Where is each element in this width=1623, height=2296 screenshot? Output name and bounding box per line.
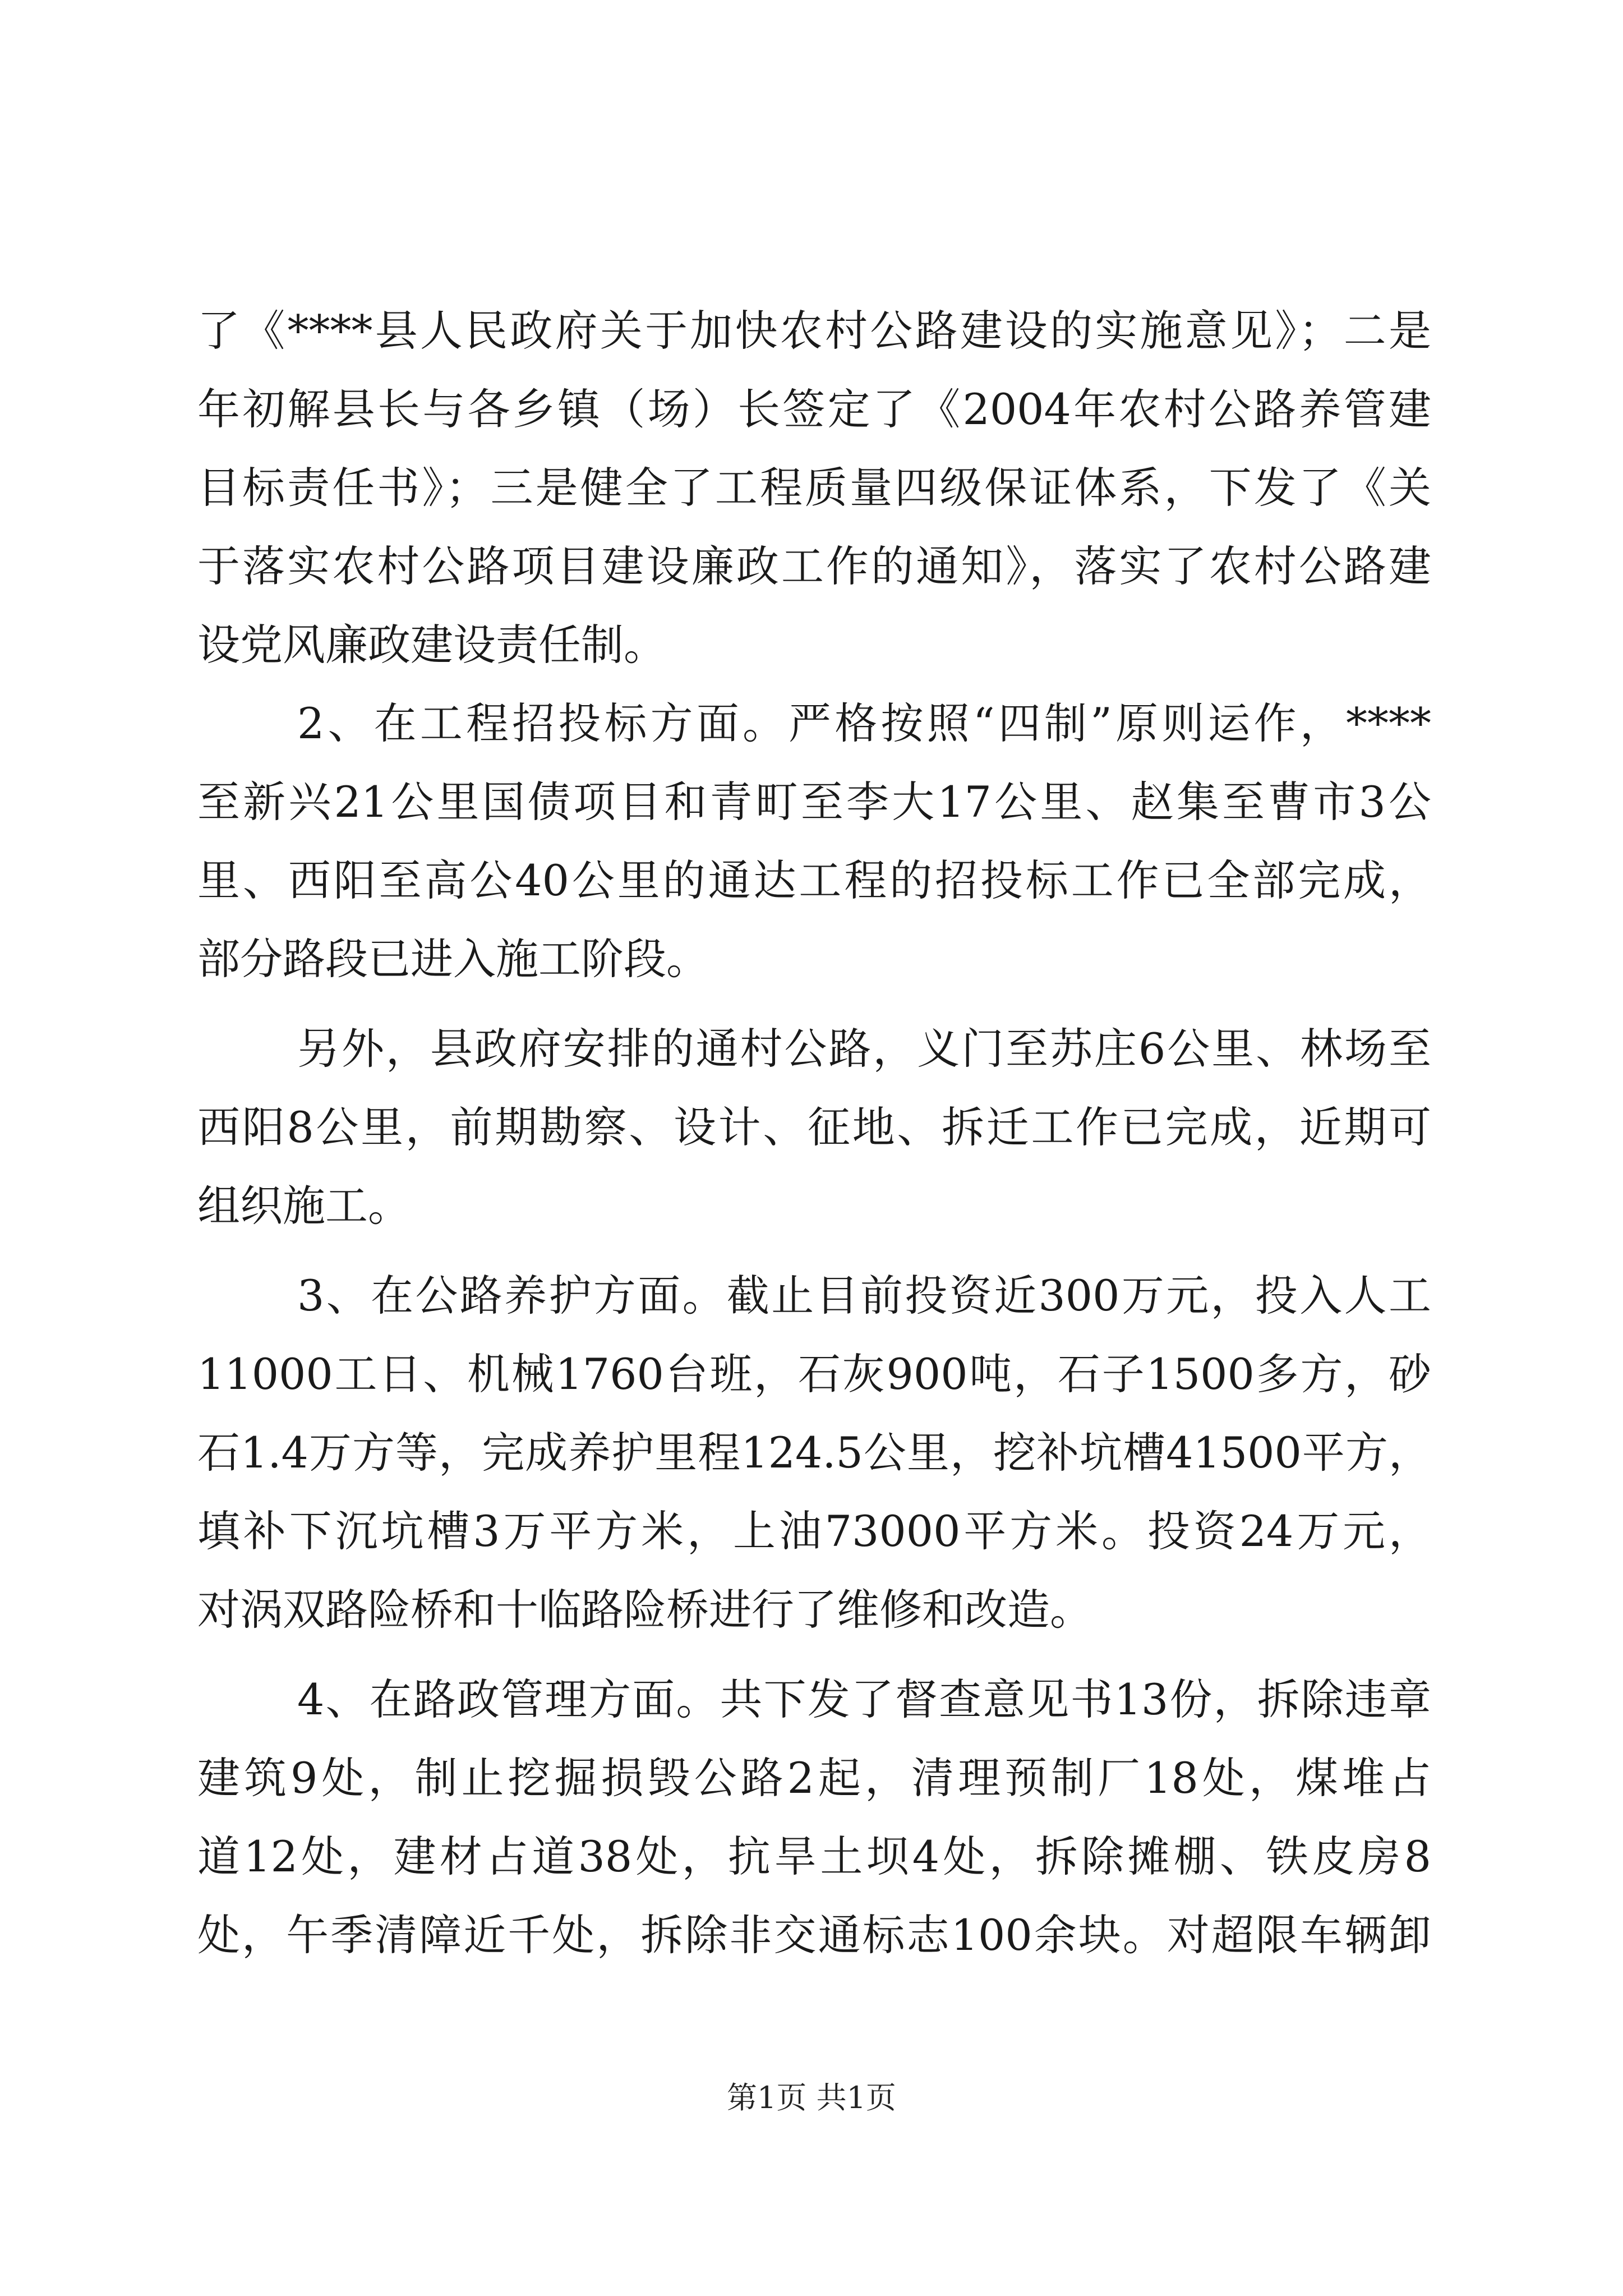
text-line-17: 对涡双路险桥和十临路险桥进行了维修和改造。 <box>197 1585 1092 1635</box>
text-line-13: 3、在公路养护方面。截止目前投资近300万元，投入人工 <box>297 1271 1431 1320</box>
page-number-footer: 第1页 共1页 <box>727 2080 896 2115</box>
text-line-15: 石1.4万方等，完成养护里程124.5公里，挖补坑槽41500平方， <box>197 1428 1431 1478</box>
text-line-21: 处，午季清障近千处，拆除非交通标志100余块。对超限车辆卸 <box>197 1910 1431 1960</box>
text-line-2: 年初解县长与各乡镇（场）长签定了《2004年农村公路养管建 <box>197 384 1431 434</box>
text-line-1: 了《****县人民政府关于加快农村公路建设的实施意见》；二是 <box>197 306 1431 356</box>
text-line-6: 2、在工程招投标方面。严格按照“四制”原则运作，**** <box>297 698 1431 748</box>
text-line-20: 道12处，建材占道38处，抗旱土坝4处，拆除摊棚、铁皮房8 <box>197 1832 1431 1881</box>
text-line-16: 填补下沉坑槽3万平方米，上油73000平方米。投资24万元， <box>197 1506 1431 1556</box>
text-line-14: 11000工日、机械1760台班，石灰900吨，石子1500多方，砂 <box>197 1349 1431 1399</box>
text-line-8: 里、西阳至高公40公里的通达工程的招投标工作已全部完成， <box>197 855 1431 905</box>
text-line-10: 另外，县政府安排的通村公路，义门至苏庄6公里、林场至 <box>297 1024 1431 1074</box>
text-line-9: 部分路段已进入施工阶段。 <box>197 934 709 984</box>
text-line-4: 于落实农村公路项目建设廉政工作的通知》，落实了农村公路建 <box>197 541 1431 591</box>
text-line-19: 建筑9处，制止挖掘损毁公路2起，清理预制厂18处，煤堆占 <box>197 1753 1431 1803</box>
text-line-12: 组织施工。 <box>197 1181 411 1231</box>
text-line-11: 西阳8公里，前期勘察、设计、征地、拆迁工作已完成，近期可 <box>197 1102 1431 1152</box>
text-line-5: 设党风廉政建设责任制。 <box>197 620 666 670</box>
text-line-3: 目标责任书》；三是健全了工程质量四级保证体系，下发了《关 <box>197 463 1431 513</box>
text-line-18: 4、在路政管理方面。共下发了督查意见书13份，拆除违章 <box>297 1674 1431 1724</box>
text-line-7: 至新兴21公里国债项目和青町至李大17公里、赵集至曹市3公 <box>197 777 1431 827</box>
